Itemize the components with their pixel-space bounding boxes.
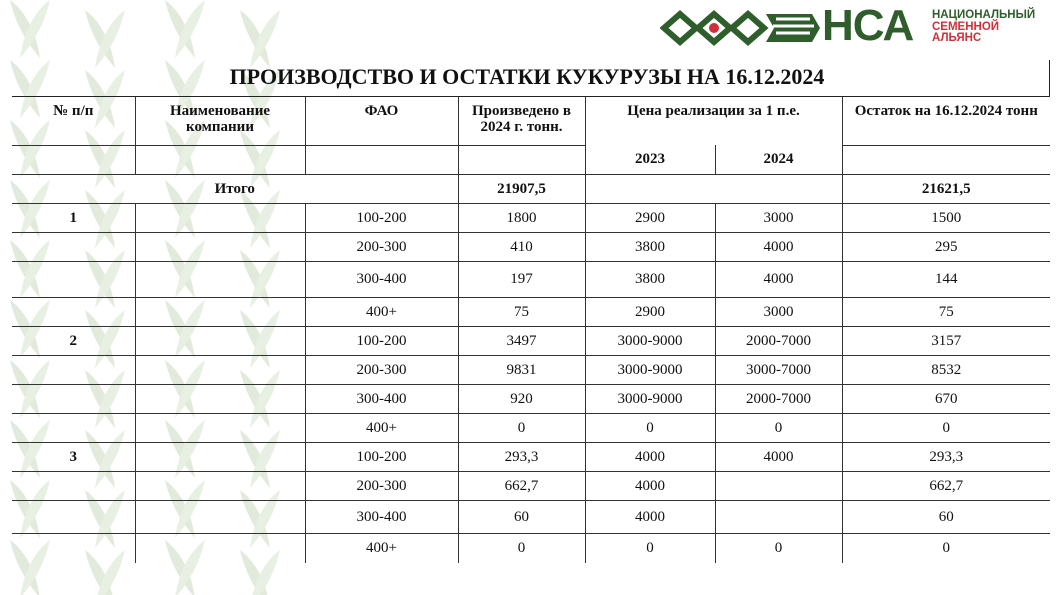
row-price-2023: 2900	[585, 203, 715, 232]
row-remainder: 3157	[842, 326, 1050, 355]
logo-emblem-icon	[660, 10, 820, 46]
row-fao: 100-200	[305, 442, 458, 471]
row-remainder: 60	[842, 500, 1050, 533]
row-produced: 920	[458, 384, 585, 413]
header-year-2023: 2023	[585, 145, 715, 174]
logo-line-2: СЕМЕННОЙ	[932, 20, 1000, 33]
row-num	[12, 384, 135, 413]
row-price-2024	[715, 500, 842, 533]
row-num	[12, 297, 135, 326]
row-produced: 0	[458, 533, 585, 563]
header-produced: Произведено в 2024 г. тонн.	[458, 97, 585, 145]
row-company	[135, 442, 305, 471]
subheader-cell	[305, 145, 458, 174]
row-produced: 197	[458, 261, 585, 297]
row-remainder: 1500	[842, 203, 1050, 232]
row-price-2023: 3000-9000	[585, 326, 715, 355]
row-remainder: 295	[842, 232, 1050, 261]
total-remainder: 21621,5	[842, 174, 1050, 203]
row-company	[135, 471, 305, 500]
row-price-2023: 0	[585, 413, 715, 442]
header-remainder: Остаток на 16.12.2024 тонн	[842, 97, 1050, 145]
logo-line-3: АЛЬЯНС	[932, 32, 982, 44]
row-produced: 9831	[458, 355, 585, 384]
subheader-cell	[135, 145, 305, 174]
row-fao: 300-400	[305, 384, 458, 413]
row-price-2024: 0	[715, 533, 842, 563]
row-price-2023: 3800	[585, 232, 715, 261]
row-price-2024: 3000	[715, 297, 842, 326]
row-produced: 75	[458, 297, 585, 326]
table-row	[12, 355, 1050, 384]
header-price: Цена реализации за 1 п.е.	[585, 97, 842, 145]
row-num	[12, 355, 135, 384]
table-row	[12, 203, 1050, 232]
row-price-2024: 3000	[715, 203, 842, 232]
row-num	[12, 471, 135, 500]
row-fao: 400+	[305, 297, 458, 326]
table-header-row	[12, 97, 1050, 145]
row-num	[12, 500, 135, 533]
table-row	[12, 442, 1050, 471]
row-price-2024: 4000	[715, 261, 842, 297]
row-price-2023: 4000	[585, 500, 715, 533]
row-produced: 0	[458, 413, 585, 442]
subheader-cell	[12, 145, 135, 174]
row-num	[12, 533, 135, 563]
page-title	[0, 64, 1058, 90]
row-fao: 400+	[305, 533, 458, 563]
row-remainder: 662,7	[842, 471, 1050, 500]
table-row	[12, 413, 1050, 442]
row-price-2023: 4000	[585, 442, 715, 471]
header-company: Наименование компании	[135, 97, 305, 145]
subheader-cell	[458, 145, 585, 174]
row-price-2024: 4000	[715, 232, 842, 261]
table-subheader-row	[12, 145, 1050, 174]
row-produced: 60	[458, 500, 585, 533]
row-remainder: 8532	[842, 355, 1050, 384]
row-fao: 100-200	[305, 203, 458, 232]
total-row	[12, 174, 1050, 203]
table-row	[12, 384, 1050, 413]
row-company	[135, 384, 305, 413]
row-num	[12, 232, 135, 261]
row-company	[135, 355, 305, 384]
row-company	[135, 297, 305, 326]
row-produced: 1800	[458, 203, 585, 232]
row-price-2023: 0	[585, 533, 715, 563]
row-company	[135, 232, 305, 261]
row-company	[135, 413, 305, 442]
row-fao: 200-300	[305, 355, 458, 384]
logo-text	[932, 10, 1035, 45]
row-price-2023: 3800	[585, 261, 715, 297]
row-price-2024: 4000	[715, 442, 842, 471]
row-price-2023: 3000-9000	[585, 355, 715, 384]
row-price-2023: 2900	[585, 297, 715, 326]
row-produced: 3497	[458, 326, 585, 355]
logo-line-1: НАЦИОНАЛЬНЫЙ	[932, 9, 1036, 21]
table-row	[12, 326, 1050, 355]
header-num: № п/п	[12, 97, 135, 145]
row-num	[12, 413, 135, 442]
row-num: 2	[12, 326, 135, 355]
table-row	[12, 471, 1050, 500]
company-logo	[660, 1, 1050, 50]
row-num: 3	[12, 442, 135, 471]
row-company	[135, 500, 305, 533]
row-price-2023: 4000	[585, 471, 715, 500]
table-row	[12, 533, 1050, 563]
title-frame-edge	[1049, 60, 1050, 97]
row-fao: 200-300	[305, 232, 458, 261]
row-produced: 662,7	[458, 471, 585, 500]
row-num: 1	[12, 203, 135, 232]
header-year-2024: 2024	[715, 145, 842, 174]
row-fao: 300-400	[305, 261, 458, 297]
header-fao: ФАО	[305, 97, 458, 145]
total-label: Итого	[12, 174, 458, 203]
row-fao: 200-300	[305, 471, 458, 500]
production-table	[12, 97, 1050, 563]
row-remainder: 75	[842, 297, 1050, 326]
row-price-2023: 3000-9000	[585, 384, 715, 413]
logo-abbreviation: НСА	[822, 1, 914, 50]
table-row	[12, 297, 1050, 326]
table-row	[12, 500, 1050, 533]
total-price-empty	[585, 174, 842, 203]
row-price-2024	[715, 471, 842, 500]
row-fao: 300-400	[305, 500, 458, 533]
row-fao: 400+	[305, 413, 458, 442]
page-title-text: ПРОИЗВОДСТВО И ОСТАТКИ КУКУРУЗЫ НА 16.12.2024	[229, 64, 825, 89]
row-remainder: 144	[842, 261, 1050, 297]
row-produced: 410	[458, 232, 585, 261]
row-company	[135, 326, 305, 355]
row-price-2024: 2000-7000	[715, 326, 842, 355]
row-company	[135, 203, 305, 232]
row-remainder: 670	[842, 384, 1050, 413]
table-row	[12, 232, 1050, 261]
subheader-cell	[842, 145, 1050, 174]
row-price-2024: 0	[715, 413, 842, 442]
table-row	[12, 261, 1050, 297]
row-price-2024: 3000-7000	[715, 355, 842, 384]
row-remainder: 0	[842, 533, 1050, 563]
row-price-2024: 2000-7000	[715, 384, 842, 413]
row-produced: 293,3	[458, 442, 585, 471]
row-num	[12, 261, 135, 297]
row-company	[135, 533, 305, 563]
row-remainder: 0	[842, 413, 1050, 442]
total-produced: 21907,5	[458, 174, 585, 203]
row-remainder: 293,3	[842, 442, 1050, 471]
row-fao: 100-200	[305, 326, 458, 355]
row-company	[135, 261, 305, 297]
